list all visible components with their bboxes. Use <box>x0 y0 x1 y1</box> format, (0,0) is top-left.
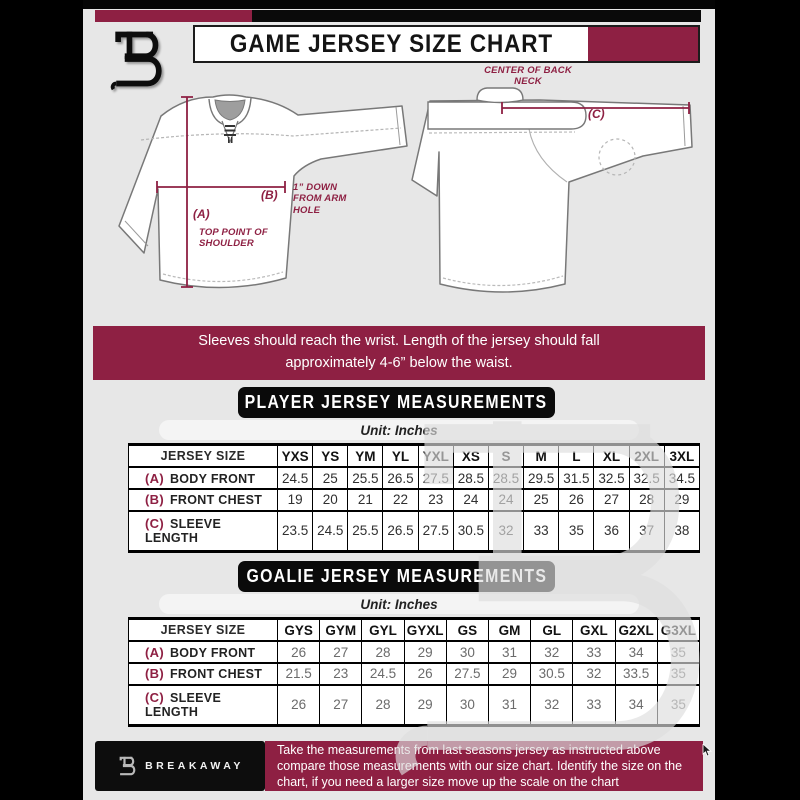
measurement-cell: 31 <box>488 685 530 726</box>
measurement-cell: 32 <box>531 685 573 726</box>
measurement-cell: 28.5 <box>488 467 523 489</box>
accent-maroon-segment <box>95 10 252 22</box>
row-label: (B) FRONT CHEST <box>129 489 278 511</box>
measurement-cell: 33 <box>524 511 559 552</box>
measurement-cell: 32.5 <box>629 467 664 489</box>
measurement-cell: 28 <box>629 489 664 511</box>
measurement-cell: 29 <box>404 685 446 726</box>
measurement-cell: 35 <box>559 511 594 552</box>
measurement-cell: 29 <box>664 489 699 511</box>
measurement-cell: 29 <box>404 641 446 663</box>
size-column-header: 3XL <box>664 445 699 468</box>
measure-a-label: TOP POINT OF SHOULDER <box>199 227 268 250</box>
size-column-header: YM <box>348 445 383 468</box>
measurement-cell: 26.5 <box>383 467 418 489</box>
measurement-cell: 27 <box>594 489 629 511</box>
top-black-strip <box>83 0 715 9</box>
table-row <box>129 467 700 489</box>
measurement-cell: 22 <box>383 489 418 511</box>
size-column-header: GL <box>531 619 573 642</box>
size-column-header: GYM <box>320 619 362 642</box>
table-row <box>129 489 700 511</box>
measurement-cell: 27 <box>320 641 362 663</box>
size-column-header: S <box>488 445 523 468</box>
measurement-cell: 25 <box>524 489 559 511</box>
measurement-cell: 29 <box>488 663 530 685</box>
measurement-cell: 20 <box>313 489 348 511</box>
title-box <box>193 25 700 63</box>
player-section-banner <box>238 387 555 418</box>
measurement-cell: 23 <box>418 489 453 511</box>
size-column-header: GYL <box>362 619 404 642</box>
measurement-cell: 29.5 <box>524 467 559 489</box>
measurement-cell: 31 <box>488 641 530 663</box>
measurement-cell: 28 <box>362 685 404 726</box>
row-label: (A) BODY FRONT <box>129 641 278 663</box>
measurement-cell: 27.5 <box>418 511 453 552</box>
size-column-header: XL <box>594 445 629 468</box>
measurement-cell: 35 <box>657 685 699 726</box>
measurement-cell: 27 <box>320 685 362 726</box>
measurement-cell: 30 <box>446 685 488 726</box>
measurement-cell: 26.5 <box>383 511 418 552</box>
measurement-cell: 28.5 <box>453 467 488 489</box>
page-title: GAME JERSEY SIZE CHART <box>229 29 554 58</box>
table-row <box>129 511 700 552</box>
goalie-section-banner <box>238 561 555 592</box>
row-tag: (A) <box>145 470 164 486</box>
chart-frame <box>83 0 715 800</box>
row-tag: (B) <box>145 666 164 682</box>
measurement-cell: 25.5 <box>348 511 383 552</box>
table-row <box>129 663 700 685</box>
measure-b-label: 1” DOWN FROM ARM HOLE <box>293 182 347 216</box>
row-label: (C) SLEEVE LENGTH <box>129 685 278 726</box>
measurement-cell: 27.5 <box>418 467 453 489</box>
jersey-diagrams <box>83 86 715 318</box>
size-column-header: M <box>524 445 559 468</box>
mouse-cursor <box>702 744 714 758</box>
measurement-cell: 26 <box>404 663 446 685</box>
title-maroon-block <box>588 27 698 61</box>
measurement-cell: 21.5 <box>278 663 320 685</box>
row-tag: (C) <box>145 690 164 706</box>
footer-instructions-text: Take the measurements from last seasons jersey as instructed above compare those measurements with our size chart. Identify the size on the chart, if you need a larger size move up the scale on the chart <box>277 742 683 790</box>
measurement-cell: 30.5 <box>531 663 573 685</box>
size-column-header: YS <box>313 445 348 468</box>
size-column-header: GYS <box>278 619 320 642</box>
measurement-cell: 24 <box>488 489 523 511</box>
measurement-cell: 24.5 <box>362 663 404 685</box>
measure-a-tag: (A) <box>193 207 210 221</box>
row-tag: (A) <box>145 644 164 660</box>
measurement-cell: 33 <box>573 685 615 726</box>
table-row <box>129 685 700 726</box>
size-column-header: L <box>559 445 594 468</box>
size-header-label: JERSEY SIZE <box>129 445 278 468</box>
footer-instructions-box <box>265 741 703 791</box>
measurement-cell: 33.5 <box>615 663 657 685</box>
goalie-section-title: GOALIE JERSEY MEASUREMENTS <box>246 566 547 586</box>
measurement-cell: 27.5 <box>446 663 488 685</box>
measurement-cell: 23 <box>320 663 362 685</box>
size-column-header: GS <box>446 619 488 642</box>
center-back-neck-label: CENTER OF BACK NECK <box>484 65 572 88</box>
row-tag: (B) <box>145 492 164 508</box>
size-column-header: G2XL <box>615 619 657 642</box>
measurement-cell: 26 <box>278 685 320 726</box>
size-column-header: GXL <box>573 619 615 642</box>
measurement-cell: 21 <box>348 489 383 511</box>
measurement-cell: 34.5 <box>664 467 699 489</box>
size-column-header: 2XL <box>629 445 664 468</box>
measurement-cell: 31.5 <box>559 467 594 489</box>
measurement-cell: 28 <box>362 641 404 663</box>
size-table <box>128 443 700 553</box>
footer-b-logo-icon <box>116 753 138 779</box>
measurement-cell: 33 <box>573 641 615 663</box>
measure-c-tag: (C) <box>588 107 605 121</box>
fit-notice-banner <box>93 326 705 380</box>
size-column-header: GYXL <box>404 619 446 642</box>
measurement-cell: 32 <box>531 641 573 663</box>
player-size-table <box>128 443 700 553</box>
measurement-cell: 25.5 <box>348 467 383 489</box>
footer-brand-name: BREAKAWAY <box>145 760 244 772</box>
size-header-label: JERSEY SIZE <box>129 619 278 642</box>
row-tag: (C) <box>145 516 164 532</box>
measurement-cell: 36 <box>594 511 629 552</box>
back-jersey-drawing <box>412 88 692 292</box>
measurement-cell: 38 <box>664 511 699 552</box>
measurement-cell: 32 <box>573 663 615 685</box>
measure-b-tag: (B) <box>261 188 278 202</box>
measurement-cell: 34 <box>615 641 657 663</box>
size-column-header: XS <box>453 445 488 468</box>
size-column-header: YL <box>383 445 418 468</box>
measurement-cell: 32.5 <box>594 467 629 489</box>
goalie-size-table <box>128 617 700 727</box>
size-column-header: YXS <box>278 445 313 468</box>
table-row <box>129 641 700 663</box>
row-label: (B) FRONT CHEST <box>129 663 278 685</box>
measurement-cell: 25 <box>313 467 348 489</box>
measurement-cell: 35 <box>657 641 699 663</box>
row-label: (C) SLEEVE LENGTH <box>129 511 278 552</box>
measurement-cell: 26 <box>278 641 320 663</box>
measurement-cell: 24.5 <box>278 467 313 489</box>
goalie-unit-label: Unit: Inches <box>159 594 639 614</box>
measurement-cell: 23.5 <box>278 511 313 552</box>
size-column-header: G3XL <box>657 619 699 642</box>
accent-black-segment <box>252 10 701 22</box>
fit-notice-text: Sleeves should reach the wrist. Length of the jersey should fall approximately 4-6” below the waist. <box>198 333 600 371</box>
footer-brand-box <box>95 741 265 791</box>
header-accent-bar <box>95 10 701 22</box>
measurement-cell: 26 <box>559 489 594 511</box>
measurement-cell: 24 <box>453 489 488 511</box>
measurement-cell: 24.5 <box>313 511 348 552</box>
measurement-cell: 35 <box>657 663 699 685</box>
row-label: (A) BODY FRONT <box>129 467 278 489</box>
measurement-cell: 30.5 <box>453 511 488 552</box>
player-unit-label: Unit: Inches <box>159 420 639 440</box>
size-table <box>128 617 700 727</box>
measurement-cell: 32 <box>488 511 523 552</box>
measurement-cell: 19 <box>278 489 313 511</box>
size-column-header: GM <box>488 619 530 642</box>
player-section-title: PLAYER JERSEY MEASUREMENTS <box>245 392 548 412</box>
breakaway-b-logo-icon <box>103 26 171 92</box>
measurement-cell: 34 <box>615 685 657 726</box>
measurement-cell: 30 <box>446 641 488 663</box>
measurement-cell: 37 <box>629 511 664 552</box>
size-column-header: YXL <box>418 445 453 468</box>
